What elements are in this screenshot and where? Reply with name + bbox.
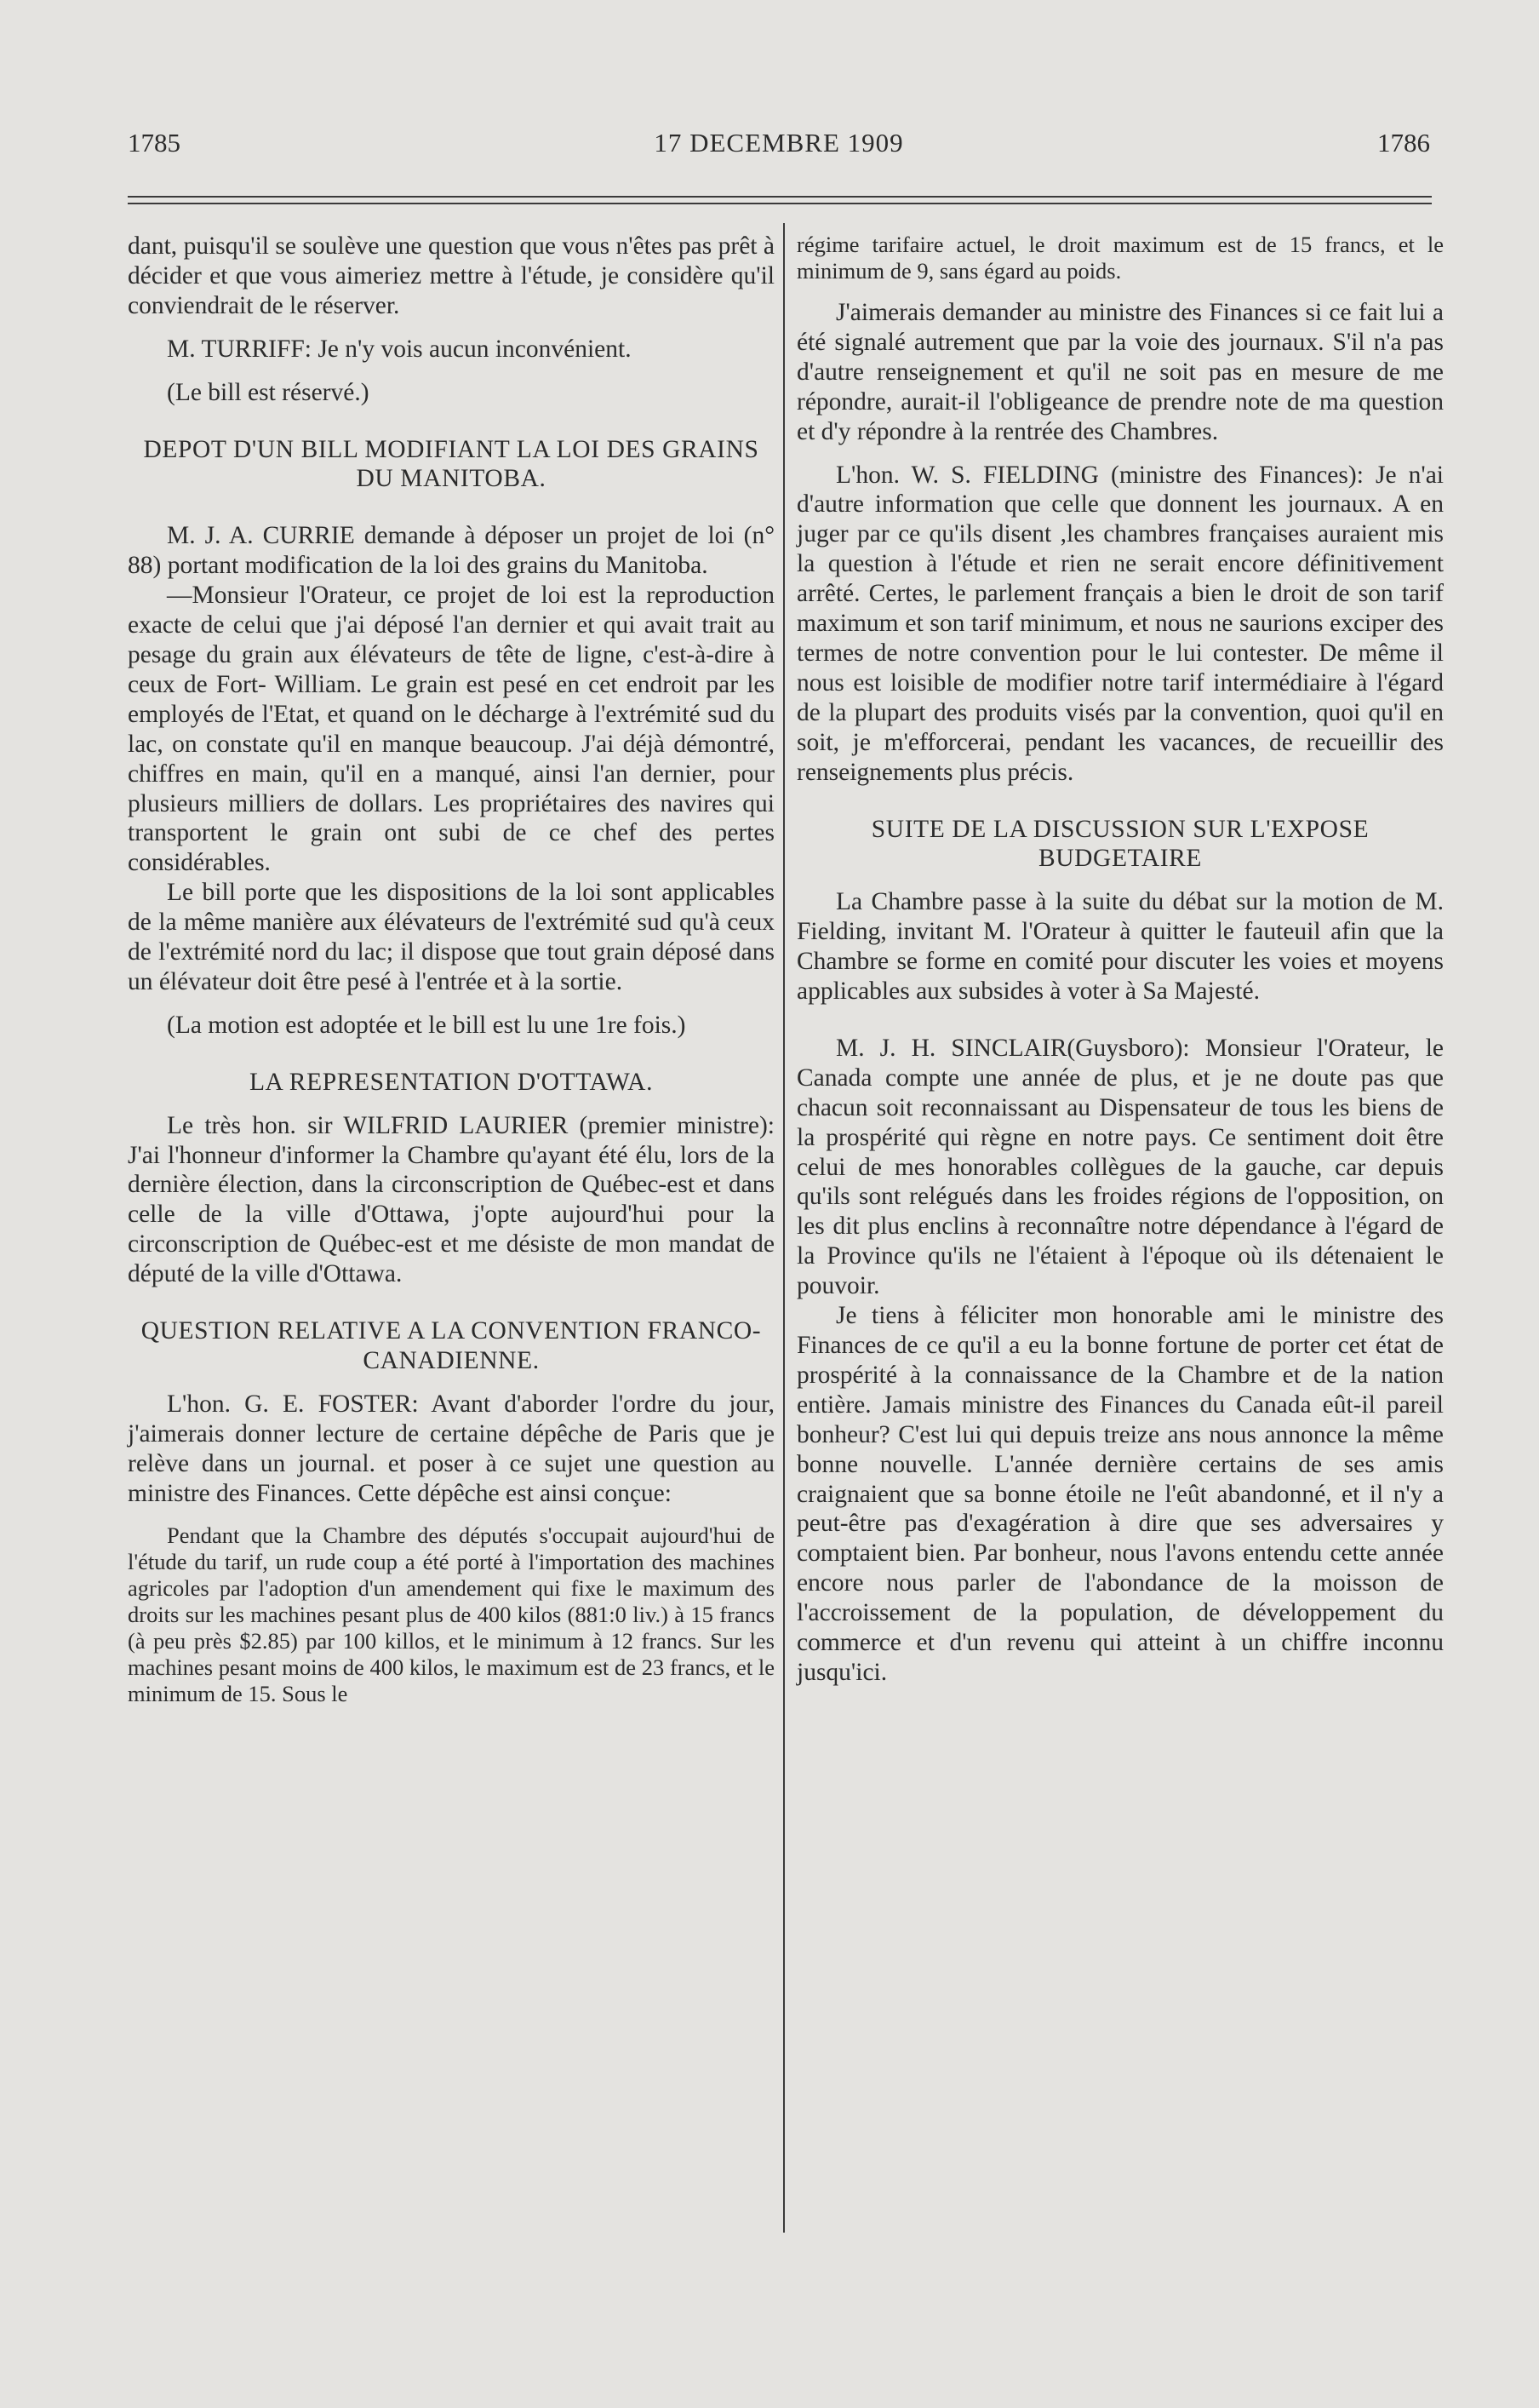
page-number-right: 1786	[1377, 128, 1430, 158]
paragraph: —Monsieur l'Orateur, ce projet de loi est la reproduction exacte de celui que j'ai déposé l'an dernier et qui avait trait au pesage du grain aux élévateurs de tête de ligne, c'est-à-dire à ceux de Fort- William. Le grain est pesé en cet endroit par les employés de l'Etat, et quand on le décharge à l'extrémité sud du lac, on constate qu'il en manque beaucoup. J'ai déjà démontré, chiffres en main, qu'il en a manqué, ainsi l'an dernier, pour plusieurs milliers de dollars. Les propriétaires des navires qui transportent le grain ont subi de ce chef des pertes considérables.	[128, 582, 775, 877]
header-rule-bottom	[128, 203, 1432, 204]
section-heading: DEPOT D'UN BILL MODIFIANT LA LOI DES GRAINS DU MANITOBA.	[143, 435, 759, 493]
page-number-left: 1785	[128, 128, 180, 158]
paragraph: dant, puisqu'il se soulève une question que vous n'êtes pas prêt à décider et que vous aimeriez mettre à l'étude, je considère qu'il conviendrait de le réserver.	[128, 232, 775, 319]
paragraph: L'hon. W. S. FIELDING (ministre des Finances): Je n'ai d'autre information que celle que donnent les journaux. A en juger par ce qu'ils disent ,les chambres françaises auraient mis la question à l'étude et rien ne serait encore définitivement arrêté. Certes, le parlement français a bien le droit de son tarif maximum et son tarif minimum, et nous ne saurions exciper des termes de notre convention pour le lui contester. De même il nous est loisible de modifier notre tarif intermédiaire à l'égard de la plupart des produits visés par la convention, quoi qu'il en soit, je m'efforcerai, pendant les vacances, de recueillir des renseignements plus précis.	[797, 461, 1444, 786]
quotation: régime tarifaire actuel, le droit maximum est de 15 francs, et le minimum de 9, sans égard au poids.	[797, 232, 1444, 284]
paragraph: La Chambre passe à la suite du débat sur la motion de M. Fielding, invitant M. l'Orateur à quitter le fauteuil afin que la Chambre se forme en comité pour discuter les voies et moyens applicables aux subsides à voter à Sa Majesté.	[797, 888, 1444, 1006]
paragraph: L'hon. G. E. FOSTER: Avant d'aborder l'ordre du jour, j'aimerais donner lecture de certaine dépêche de Paris que je relève dans un journal. et poser à ce sujet une question au ministre des Finances. Cette dépêche est ainsi conçue:	[128, 1390, 775, 1507]
paragraph: J'aimerais demander au ministre des Finances si ce fait lui a été signalé autrement que par la voie des journaux. S'il n'a pas d'autre renseignement et qu'il ne soit pas en mesure de me répondre, aurait-il l'obligeance de prendre note de ma question et d'y répondre à la rentrée des Chambres.	[797, 299, 1444, 445]
paragraph: (La motion est adoptée et le bill est lu une 1re fois.)	[167, 1011, 686, 1039]
paragraph: M. TURRIFF: Je n'y vois aucun inconvénient.	[167, 335, 632, 363]
section-heading: QUESTION RELATIVE A LA CONVENTION FRANCO-CANADIENNE.	[140, 1317, 762, 1374]
header-rule-top	[128, 196, 1432, 198]
quotation: Pendant que la Chambre des députés s'occupait aujourd'hui de l'étude du tarif, un rude coup a été porté à l'importation des machines agricoles par l'adoption d'un amendement qui fixe le maximum des droits sur les machines pesant plus de 400 kilos (881:0 liv.) à 15 francs (à peu près $2.85) par 100 killos, et le minimum à 12 francs. Sur les machines pesant moins de 400 kilos, le maximum est de 23 francs, et le minimum de 15. Sous le	[128, 1522, 775, 1706]
left-column	[128, 232, 775, 1707]
paragraph: M. J. H. SINCLAIR(Guysboro): Monsieur l'Orateur, le Canada compte une année de plus, et je ne doute pas que chacun soit reconnaissant au Dispensateur de tous les biens de la prospérité qui règne en notre pays. Ce sentiment doit être celui de mes honorables collègues de la gauche, car depuis qu'ils sont relégués dans les froides régions de l'opposition, on les dit plus enclins à reconnaître notre dépendance à l'égard de la Province qu'ils ne l'étaient à l'époque où ils détenaient le pouvoir.	[797, 1034, 1444, 1300]
paragraph: Le bill porte que les dispositions de la loi sont applicables de la même manière aux élévateurs de l'extrémité sud qu'à ceux de l'extrémité nord du lac; il dispose que tout grain déposé dans un élévateur doit être pesé à l'entrée et à la sortie.	[128, 879, 775, 995]
right-column	[797, 232, 1444, 1688]
column-divider	[783, 223, 785, 2233]
section-heading: LA REPRESENTATION D'OTTAWA.	[249, 1068, 654, 1096]
header-date: 17 DECEMBRE 1909	[654, 128, 904, 158]
paragraph: (Le bill est réservé.)	[167, 378, 369, 406]
paragraph: Le très hon. sir WILFRID LAURIER (premier ministre): J'ai l'honneur d'informer la Chambre qu'ayant été élu, lors de la dernière élection, dans la circonscription de Québec-est et dans celle de la ville d'Ottawa, j'opte aujourd'hui pour la circonscription de Québec-est et me désiste de mon mandat de député de la ville d'Ottawa.	[128, 1111, 775, 1288]
section-heading: SUITE DE LA DISCUSSION SUR L'EXPOSE BUDGETAIRE	[871, 815, 1370, 873]
paragraph: M. J. A. CURRIE demande à déposer un projet de loi (n° 88) portant modification de la loi des grains du Manitoba.	[128, 522, 775, 580]
paragraph: Je tiens à féliciter mon honorable ami le ministre des Finances de ce qu'il a eu la bonne fortune de porter cet état de prospérité à la connaissance de la Chambre et de la nation entière. Jamais ministre des Finances du Canada eût-il pareil bonheur? C'est lui qui depuis treize ans nous annonce la même bonne nouvelle. L'année dernière certains de ses amis craignaient que sa bonne étoile ne l'eût abandonné, et il n'y a peut-être pas d'exagération à dire que ses adversaires y comptaient bien. Par bonheur, nous l'avons entendu cette année encore nous parler de l'abondance de la moisson de l'accroissement de la population, de développement du commerce et d'un revenu qui atteint à un chiffre inconnu jusqu'ici.	[797, 1302, 1444, 1686]
page-header	[128, 128, 1430, 170]
